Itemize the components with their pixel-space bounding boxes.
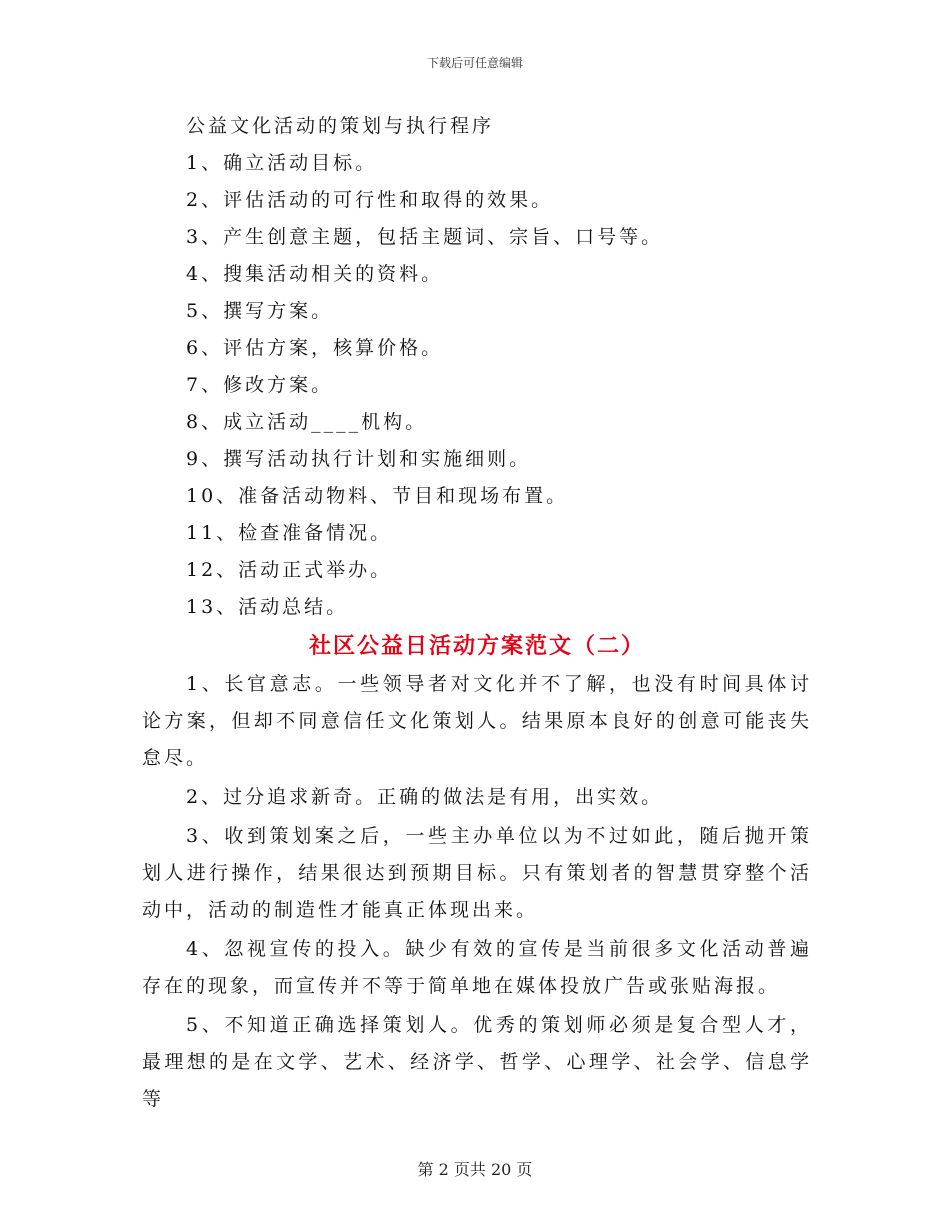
paragraph: 5、不知道正确选择策划人。优秀的策划师必须是复合型人才，最理想的是在文学、艺术、经济学、哲学、心理学、社会学、信息学等 bbox=[142, 1014, 812, 1110]
list-item: 13、活动总结。 bbox=[186, 596, 349, 618]
page-footer: 第 2 页共 20 页 bbox=[417, 1160, 533, 1179]
list-item: 3、产生创意主题，包括主题词、宗旨、口号等。 bbox=[186, 226, 664, 248]
list-item: 2、评估活动的可行性和取得的效果。 bbox=[186, 189, 554, 211]
list-item: 4、搜集活动相关的资料。 bbox=[186, 263, 444, 285]
list-item: 10、准备活动物料、节目和现场布置。 bbox=[186, 485, 569, 507]
section-heading: 社区公益日活动方案范文（二） bbox=[308, 633, 645, 659]
paragraph: 3、收到策划案之后，一些主办单位以为不过如此，随后抛开策划人进行操作，结果很达到预期目标。只有策划者的智慧贯穿整个活动中，活动的制造性才能真正体现出来。 bbox=[142, 825, 812, 921]
list-item: 1、确立活动目标。 bbox=[186, 152, 378, 174]
paragraph: 4、忽视宣传的投入。缺少有效的宣传是当前很多文化活动普遍存在的现象，而宣传并不等于简单地在媒体投放广告或张贴海报。 bbox=[142, 938, 812, 997]
list-item: 5、撰写方案。 bbox=[186, 300, 334, 322]
document-body bbox=[142, 108, 812, 1120]
procedure-steps-list bbox=[142, 145, 812, 626]
list-item: 11、检查准备情况。 bbox=[186, 522, 393, 544]
list-item: 8、成立活动____机构。 bbox=[186, 411, 428, 433]
paragraph: 1、长官意志。一些领导者对文化并不了解，也没有时间具体讨论方案，但却不同意信任文化策划人。结果原本良好的创意可能丧失怠尽。 bbox=[142, 673, 812, 769]
document-title: 公益文化活动的策划与执行程序 bbox=[186, 115, 495, 137]
list-item: 12、活动正式举办。 bbox=[186, 559, 393, 581]
list-item: 7、修改方案。 bbox=[186, 374, 334, 396]
list-item: 9、撰写活动执行计划和实施细则。 bbox=[186, 448, 532, 470]
list-item: 6、评估方案，核算价格。 bbox=[186, 337, 444, 359]
page-header-note: 下载后可任意编辑 bbox=[426, 56, 523, 70]
paragraph: 2、过分追求新奇。正确的做法是有用，出实效。 bbox=[186, 786, 664, 808]
